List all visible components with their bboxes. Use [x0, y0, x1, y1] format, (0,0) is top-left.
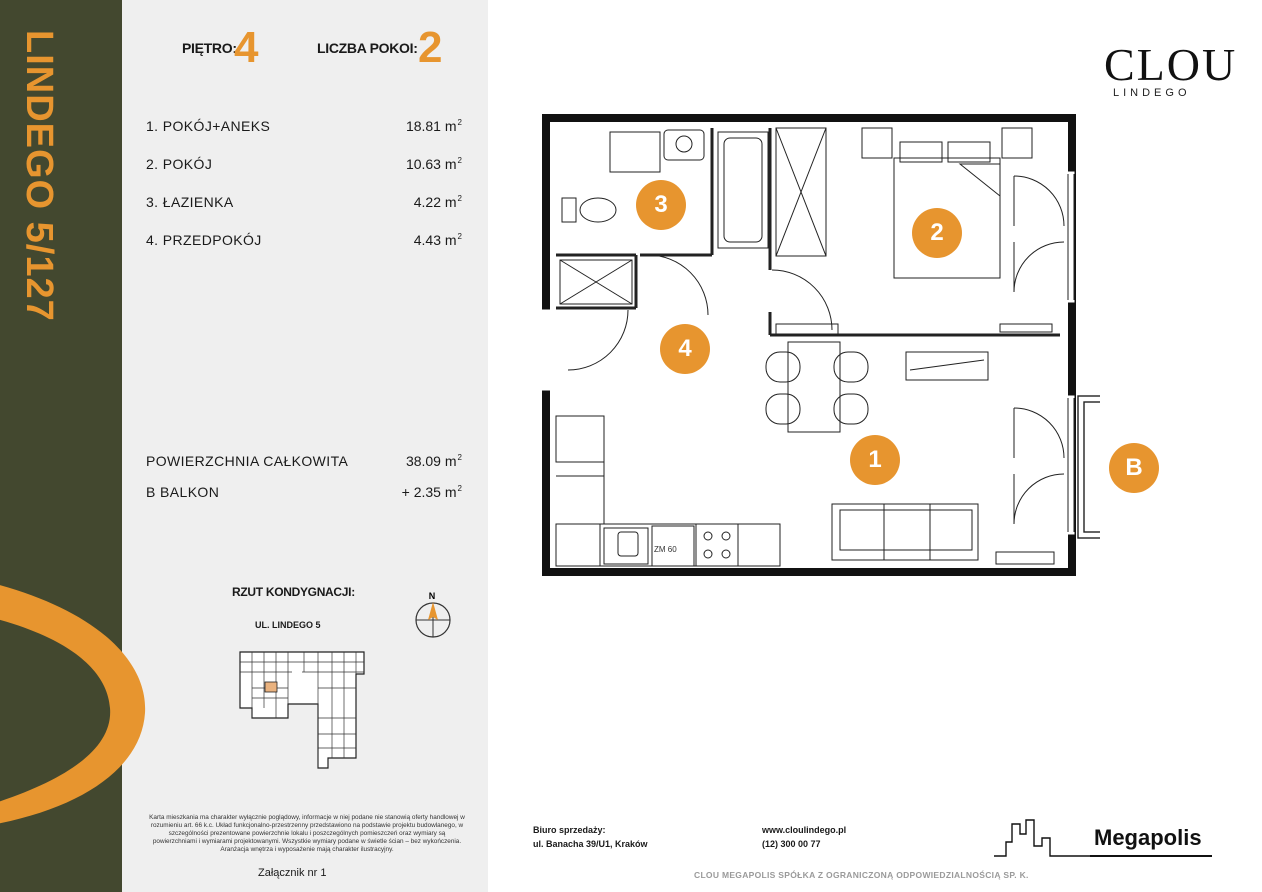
room-badge-3: 3	[636, 180, 686, 230]
decorative-arc	[0, 548, 200, 848]
apartment-floor-plan	[540, 112, 1100, 582]
total-area: 38.09 $m^2$	[405, 453, 462, 469]
megapolis-logo: Megapolis	[1094, 825, 1202, 850]
sales-office-label: Biuro sprzedaży:	[533, 825, 606, 835]
company-name: CLOU MEGAPOLIS SPÓŁKA Z OGRANICZONĄ ODPOWIEDZIALNOŚCIĄ SP. K.	[694, 870, 1029, 880]
room-badge-4: 4	[660, 324, 710, 374]
room-name-4: 4. PRZEDPOKÓJ	[146, 232, 262, 248]
compass-label: N	[428, 591, 436, 601]
floor-value: 4	[234, 23, 259, 72]
building-key-plan	[232, 648, 372, 774]
room-badge-2: 2	[912, 208, 962, 258]
vertical-title: LINDEGO 5/127	[18, 30, 60, 322]
sales-office-address: ul. Banacha 39/U1, Kraków	[533, 839, 648, 849]
rooms-label: LICZBA POKOI:	[317, 40, 418, 56]
disclaimer-text: Karta mieszkania ma charakter wyłącznie poglądowy, informacje w niej podane nie stanowią oferty handlowej w rozumieniu art. 66 k.c. Układ funkcjonalno-przestrzenny przedstawiono na podstawie projektu budowlanego, w szczególności prezentowane powierzchnie lokalu i poszczególnych pomieszczeń oraz wymiary są powierzchniami i wymiarami projektowanymi. Wszystkie wymiary podane w świetle ścian – bez wykończenia. Aranżacja wnętrza i wyposażenie mają charakter ilustracyjny.	[149, 814, 465, 853]
room-area-1: 18.81 $m^2$	[405, 118, 462, 134]
room-name-1: 1. POKÓJ+ANEKS	[146, 118, 271, 134]
clou-logo-subtitle: LINDEGO	[1113, 87, 1191, 99]
phone-number[interactable]: (12) 300 00 77	[762, 839, 821, 849]
room-badge-1: 1	[850, 435, 900, 485]
street-label: UL. LINDEGO 5	[255, 620, 321, 630]
rooms-value: 2	[418, 23, 443, 72]
room-badge-balcony: B	[1109, 443, 1159, 493]
room-area-4: 4.43 $m^2$	[413, 232, 462, 248]
floor-plan-label: RZUT KONDYGNACJI:	[232, 585, 355, 599]
balcony-area: + 2.35 $m^2$	[401, 484, 462, 500]
room-area-2: 10.63 $m^2$	[405, 156, 462, 172]
balcony-label: B BALKON	[146, 484, 220, 500]
room-name-2: 2. POKÓJ	[146, 156, 213, 172]
logo-underline	[1090, 855, 1212, 857]
attachment-label: Załącznik nr 1	[258, 867, 327, 879]
clou-logo: CLOU	[1104, 39, 1238, 90]
floor-label: PIĘTRO:	[182, 40, 237, 56]
dishwasher-label: ZM 60	[654, 545, 677, 554]
room-name-3: 3. ŁAZIENKA	[146, 194, 234, 210]
website-link[interactable]: www.cloulindego.pl	[762, 825, 847, 835]
room-area-3: 4.22 $m^2$	[413, 194, 462, 210]
compass-icon	[412, 590, 456, 640]
total-label: POWIERZCHNIA CAŁKOWITA	[146, 453, 349, 469]
city-skyline-icon	[992, 816, 1092, 858]
